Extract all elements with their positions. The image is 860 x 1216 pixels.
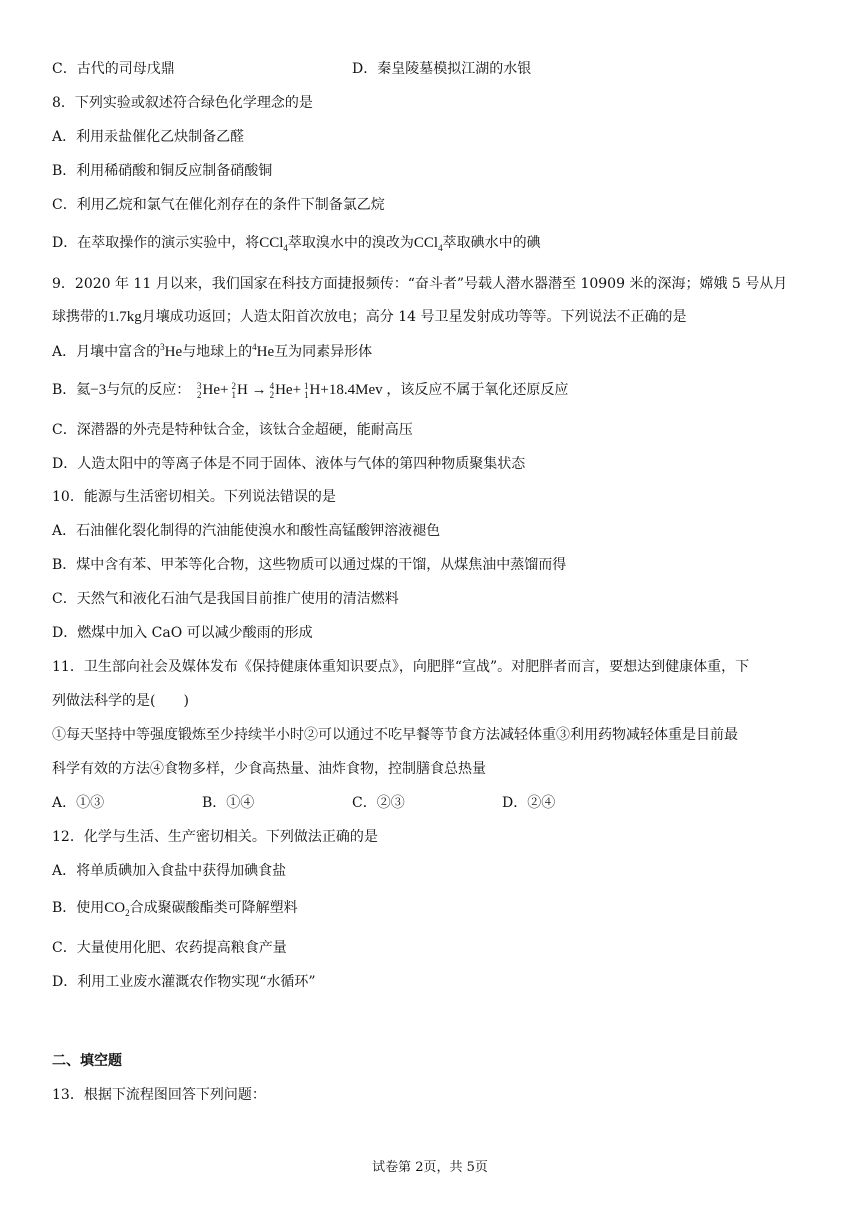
he3-mass-number: 3 [160,342,165,352]
nuclear-equation [190,382,386,398]
atomic-number: 2 [197,389,202,400]
q9-option-b-text3: ，该反应不属于氧化还原反应 [386,382,569,398]
section-heading: 二、填空题 [52,1053,122,1069]
q11-body-line1: ①每天坚持中等强度锻炼至少持续半小时②可以通过不吃早餐等节食方法减轻体重③利用药物减轻体重是目前最 [52,727,738,743]
nuclide-numbers [304,382,309,400]
ccl4-symbol: CCl [259,235,284,251]
q10-option-b: B．煤中含有苯、甲苯等化合物，这些物质可以通过煤的干馏，从煤焦油中蒸馏而得 [52,557,567,573]
co2-symbol: CO [104,900,126,916]
q8-option-d-text3: 萃取碘水中的碘 [442,235,541,251]
nuclide-symbol: He [202,382,221,398]
atomic-number: 2 [269,389,275,400]
q9-stem-line1: 9．2020 年 11 月以来，我们国家在科技方面捷报频传：“奋斗者”号载人潜水器潜至 10909 米的深海；嫦娥 5 号从月 [52,276,788,292]
q9-option-b-text2: 与氘的反应： [106,382,191,398]
mass-number: 2 [231,380,236,391]
co2-subscript: 2 [125,908,130,918]
mass-value: 1.7kg [108,309,142,325]
q12-option-a: A．将单质碘加入食盐中获得加碘食盐 [52,863,287,879]
q9-stem-line2 [52,307,686,327]
q7-option-d: D．秦皇陵墓模拟江湖的水银 [352,61,532,77]
q11-option-d: D．②④ [502,795,556,811]
nuclide-symbol: H [309,382,321,398]
he3-formula [160,344,182,360]
atomic-number: 1 [231,389,236,400]
reaction-arrow: → [251,382,267,398]
q8-option-c: C．利用乙烷和氯气在催化剂存在的条件下制备氯乙烷 [52,197,385,213]
q9-option-b-text1: B．氦 [52,382,91,398]
plus-sign: + [220,382,229,398]
plus-sign: + [292,382,302,398]
ccl4-subscript: 4 [283,243,288,253]
q9-option-a [52,342,372,362]
page-footer: 试卷第 2页，共 5页 [372,1160,488,1175]
mass-number: 3 [197,380,202,391]
co2-formula [104,900,129,916]
q12-option-d: D．利用工业废水灌溉农作物实现“水循环” [52,974,316,990]
nuclide-symbol: He [275,382,293,398]
q11-stem-line2: 列做法科学的是( ) [52,693,189,709]
atomic-number: 1 [304,389,309,400]
q9-option-a-text1: A．月壤中富含的 [52,344,161,360]
he4-formula [252,344,274,360]
q9-stem-text-a: 球携带的 [52,309,108,325]
q9-option-a-text3: 互为同素异形体 [274,344,373,360]
q12-option-b-text1: B．使用 [52,900,105,916]
q8-stem: 8．下列实验或叙述符合绿色化学理念的是 [52,95,313,111]
q9-stem-text-b: 月壤成功返回；人造太阳首次放电；高分 14 号卫星发射成功等等。下列说法不正确的是 [141,309,687,325]
nuclide-numbers [231,382,236,400]
q10-option-d: D．燃煤中加入 CaO 可以减少酸雨的形成 [52,625,313,641]
ccl4-formula [259,235,288,251]
q11-option-b: B．①④ [202,795,255,811]
q11-body-line2: 科学有效的方法④食物多样，少食高热量、油炸食物，控制膳食总热量 [52,761,486,777]
q8-option-a: A．利用汞盐催化乙炔制备乙醛 [52,129,245,145]
nuclide-numbers [197,382,202,400]
isotope-label: −3 [90,382,107,398]
q11-option-c: C．②③ [352,795,405,811]
q11-option-a: A．①③ [52,795,105,811]
q9-option-a-text2: 与地球上的 [182,344,253,360]
q9-option-d: D．人造太阳中的等离子体是不同于固体、液体与气体的第四种物质聚集状态 [52,456,526,472]
q10-option-a: A．石油催化裂化制得的汽油能使溴水和酸性高锰酸钾溶液褪色 [52,523,441,539]
q11-stem-line1: 11．卫生部向社会及媒体发布《保持健康体重知识要点》，向肥胖“宣战”。对肥胖者而言，要想达到健康体重，下 [52,659,750,675]
q8-option-d-text1: D．在萃取操作的演示实验中，将 [52,235,260,251]
ccl4-formula [414,235,443,251]
q13-stem: 13．根据下流程图回答下列问题： [52,1087,266,1103]
q12-option-b-text2: 合成聚碳酸酯类可降解塑料 [129,900,298,916]
nuclide-symbol: H [236,382,248,398]
he4-mass-number: 4 [252,342,257,352]
q9-option-c: C．深潜器的外壳是特种钛合金，该钛合金超硬，能耐高压 [52,422,413,438]
mass-number: 1 [304,380,309,391]
q10-option-c: C．天然气和液化石油气是我国目前推广使用的清洁燃料 [52,591,399,607]
q12-stem: 12．化学与生活、生产密切相关。下列做法正确的是 [52,829,378,845]
q8-option-b: B．利用稀硝酸和铜反应制备硝酸铜 [52,163,273,179]
q8-option-d [52,233,541,253]
q10-stem: 10．能源与生活密切相关。下列说法错误的是 [52,489,336,505]
q8-option-d-text2: 萃取溴水中的溴改为 [287,235,414,251]
he4-symbol: He [256,344,275,360]
ccl4-subscript: 4 [438,243,443,253]
q9-option-b [52,380,568,400]
energy-term: +18.4Mev [320,382,383,398]
he3-symbol: He [164,344,183,360]
ccl4-symbol: CCl [413,235,439,251]
mass-number: 4 [269,380,275,391]
q12-option-b [52,898,298,918]
q12-option-c: C．大量使用化肥、农药提高粮食产量 [52,940,287,956]
q7-option-c: C．古代的司母戊鼎 [52,61,175,77]
nuclide-numbers [270,382,275,400]
